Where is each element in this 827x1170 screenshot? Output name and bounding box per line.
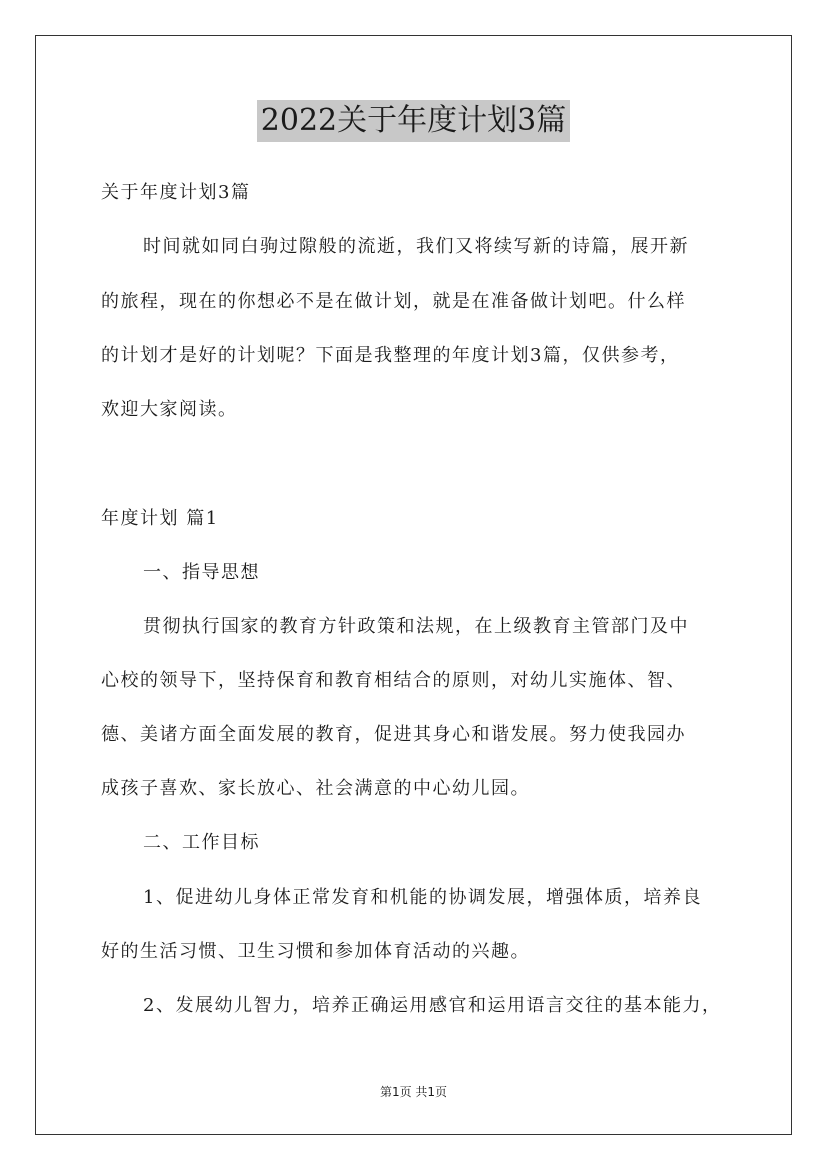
section-heading: 年度计划 篇1 [101, 508, 219, 529]
para-1-line-1: 贯彻执行国家的教育方针政策和法规，在上级教育主管部门及中 [143, 616, 689, 637]
para-1-line-4: 成孩子喜欢、家长放心、社会满意的中心幼儿园。 [101, 778, 530, 799]
para-2-line-2: 好的生活习惯、卫生习惯和参加体育活动的兴趣。 [101, 941, 530, 962]
heading-work-goals: 二、工作目标 [143, 832, 260, 853]
para-2-line-1: 1、促进幼儿身体正常发育和机能的协调发展，增强体质，培养良 [143, 887, 702, 908]
page-footer: 第1页 共1页 [379, 1085, 448, 1099]
para-1-line-3: 德、美诸方面全面发展的教育，促进其身心和谐发展。努力使我园办 [101, 724, 686, 745]
intro-line-4: 欢迎大家阅读。 [101, 399, 238, 420]
document-subtitle: 关于年度计划3篇 [101, 182, 251, 203]
para-3-line-1: 2、发展幼儿智力，培养正确运用感官和运用语言交往的基本能力， [143, 995, 722, 1016]
heading-guiding-ideology: 一、指导思想 [143, 562, 260, 583]
intro-line-2: 的旅程，现在的你想必不是在做计划，就是在准备做计划吧。什么样 [101, 291, 686, 312]
intro-line-1: 时间就如同白驹过隙般的流逝，我们又将续写新的诗篇，展开新 [143, 236, 689, 257]
intro-line-3: 的计划才是好的计划呢？下面是我整理的年度计划3篇，仅供参考， [101, 345, 680, 366]
para-1-line-2: 心校的领导下，坚持保育和教育相结合的原则，对幼儿实施体、智、 [101, 670, 686, 691]
document-title: 2022关于年度计划3篇 [257, 100, 570, 142]
document-title-wrapper [0, 100, 827, 142]
